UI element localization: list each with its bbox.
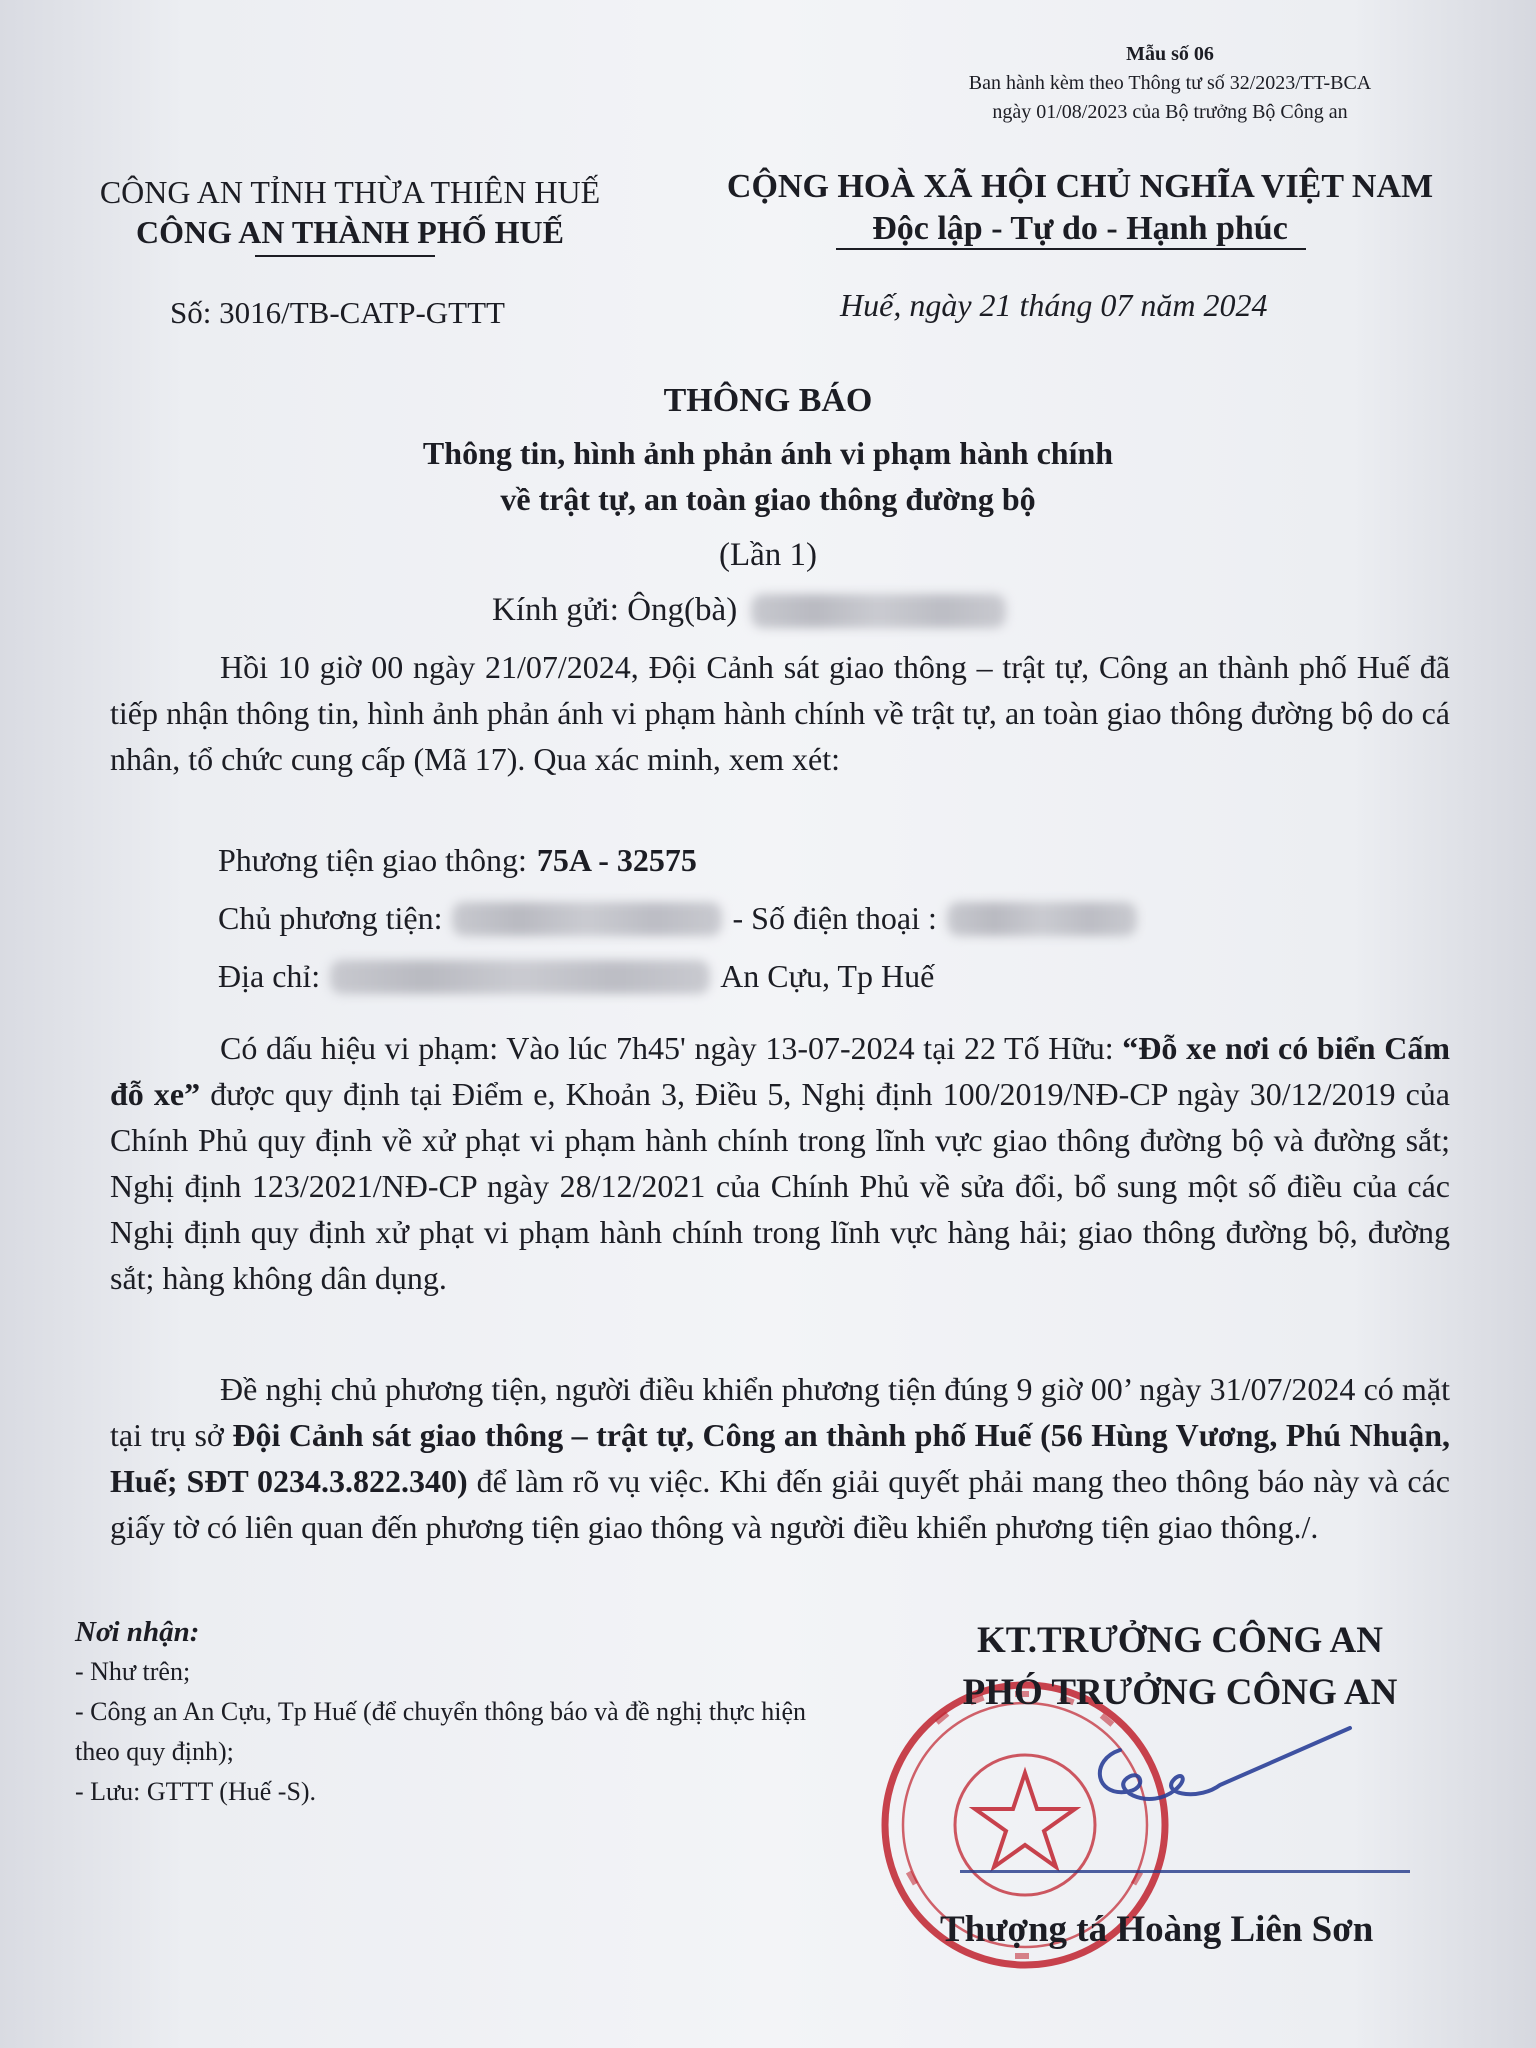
motto-underline <box>836 248 1306 250</box>
address-field <box>218 958 934 995</box>
handwritten-signature <box>1080 1720 1360 1830</box>
signature-title-line-2: PHÓ TRƯỞNG CÔNG AN <box>962 1672 1398 1713</box>
owner-field <box>218 900 1137 937</box>
form-number: Mẫu số 06 <box>1126 43 1214 65</box>
vehicle-field <box>218 842 697 879</box>
redacted-owner <box>452 902 722 936</box>
country-name: CỘNG HOÀ XÃ HỘI CHỦ NGHĨA VIỆT NAM <box>726 168 1434 205</box>
recipients-heading: Nơi nhận: <box>75 1616 200 1648</box>
agency-name: CÔNG AN THÀNH PHỐ HUẾ <box>136 214 564 250</box>
request-paragraph <box>110 1366 1450 1550</box>
signer-name: Thượng tá Hoàng Liên Sơn <box>940 1909 1374 1950</box>
office-address: Đội Cảnh sát giao thông – trật tự, Công an thành phố Huế (56 Hùng Vương, Phú Nhuận, Huế; SĐT 0234.3.822.340) <box>110 1417 1451 1499</box>
phone-label: - Số điện thoại : <box>732 900 937 936</box>
form-reference <box>890 40 1450 127</box>
owner-label: Chủ phương tiện: <box>218 900 443 936</box>
redacted-address <box>330 960 710 994</box>
request-rest: để làm rõ vụ việc. Khi đến giải quyết phải mang theo thông báo này và các giấy tờ có liên quan đến phương tiện giao thông và người điều khiển phương tiện giao thông./. <box>110 1463 1451 1545</box>
signature-title <box>900 1615 1460 1719</box>
greeting-label: Kính gửi: Ông(bà) <box>492 592 738 628</box>
issuing-agency <box>60 172 640 252</box>
request-lead: Đề nghị chủ phương tiện, người điều khiển phương tiện đúng 9 giờ 00’ ngày 31/07/2024 có mặt tại trụ sở <box>110 1371 1450 1453</box>
violation-paragraph <box>110 1025 1450 1301</box>
signature-title-line-1: KT.TRƯỞNG CÔNG AN <box>977 1620 1383 1661</box>
agency-underline <box>255 255 435 257</box>
agency-parent: CÔNG AN TỈNH THỪA THIÊN HUẾ <box>99 174 601 210</box>
form-issued-date: ngày 01/08/2023 của Bộ trưởng Bộ Công an <box>992 101 1348 123</box>
document-date: Huế, ngày 21 tháng 07 năm 2024 <box>840 287 1268 323</box>
violation-legal-basis: được quy định tại Điểm e, Khoản 3, Điều 5, Nghị định 100/2019/NĐ-CP ngày 30/12/2019 của Chính Phủ quy định về xử phạt vi phạm hành chính trong lĩnh vực giao thông đường bộ và đường sắt; Nghị định 123/2021/NĐ-CP ngày 28/12/2021 của Chính Phủ về sửa đổi, bổ sung một số điều của các Nghị định quy định xử phạt vi phạm hành chính trong lĩnh vực hàng hải; giao thông đường bộ, đường sắt; hàng không dân dụng. <box>110 1076 1451 1296</box>
recipient-item: - Công an An Cựu, Tp Huế (để chuyển thông báo và đề nghị thực hiện theo quy định); <box>75 1697 807 1766</box>
subtitle-line-2: về trật tự, an toàn giao thông đường bộ <box>500 481 1036 517</box>
national-title <box>690 166 1470 250</box>
subtitle-line-1: Thông tin, hình ảnh phản ánh vi phạm hành chính <box>422 435 1114 471</box>
recipients <box>75 1612 835 1812</box>
violation-name: “Đỗ xe nơi có biển Cấm đỗ xe” <box>110 1030 1451 1112</box>
recipient-item: - Như trên; <box>75 1657 191 1686</box>
redacted-name <box>751 594 1006 628</box>
vehicle-label: Phương tiện giao thông: <box>218 842 527 878</box>
address-value: An Cựu, Tp Huế <box>720 958 935 994</box>
national-motto: Độc lập - Tự do - Hạnh phúc <box>872 210 1288 247</box>
greeting <box>492 592 1006 629</box>
license-plate: 75A - 32575 <box>536 842 697 878</box>
recipient-item: - Lưu: GTTT (Huế -S). <box>75 1777 317 1806</box>
intro-paragraph: Hồi 10 giờ 00 ngày 21/07/2024, Đội Cảnh sát giao thông – trật tự, Công an thành phố Huế đã tiếp nhận thông tin, hình ảnh phản ánh vi phạm hành chính về trật tự, an toàn giao thông đường bộ do cá nhân, tổ chức cung cấp (Mã 17). Qua xác minh, xem xét: <box>110 649 1450 777</box>
form-issued-by: Ban hành kèm theo Thông tư số 32/2023/TT-BCA <box>968 72 1372 94</box>
document-subtitle <box>0 430 1536 522</box>
violation-lead: Có dấu hiệu vi phạm: Vào lúc 7h45' ngày 13-07-2024 tại 22 Tố Hữu: <box>220 1030 1123 1066</box>
signature-underline <box>960 1870 1410 1873</box>
redacted-phone <box>947 902 1137 936</box>
document-title: THÔNG BÁO <box>663 382 873 419</box>
notice-round: (Lần 1) <box>718 537 818 573</box>
address-label: Địa chỉ: <box>218 958 321 994</box>
document-number: Số: 3016/TB-CATP-GTTT <box>170 295 505 330</box>
